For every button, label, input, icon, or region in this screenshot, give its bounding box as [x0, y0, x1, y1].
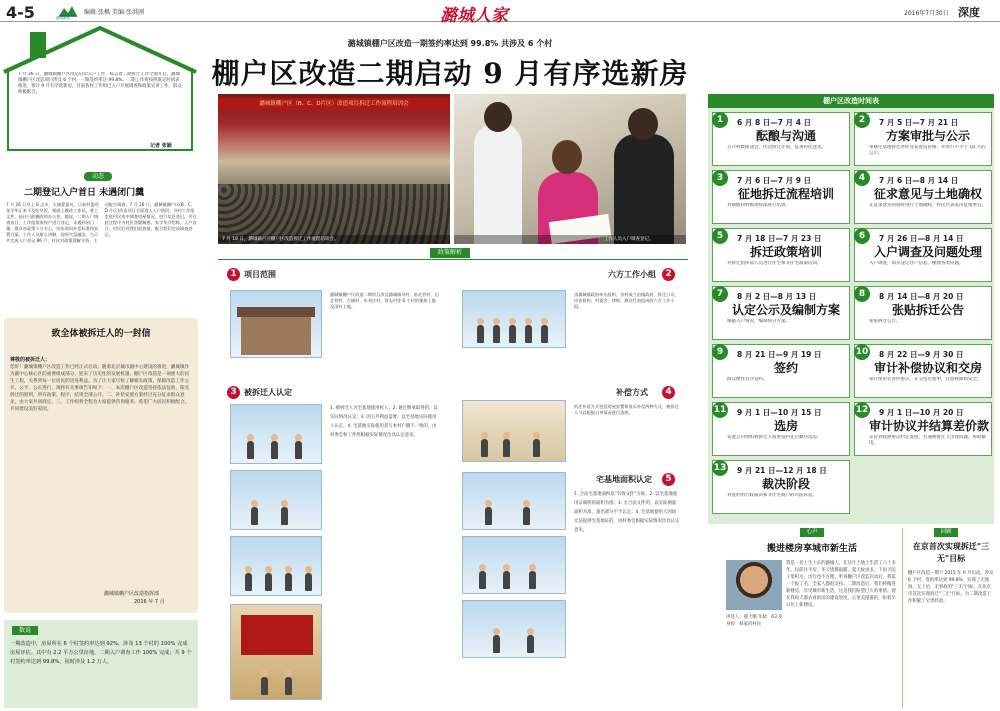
shuju-box	[4, 620, 198, 708]
meeting-photo	[218, 94, 450, 244]
policy-num-1: 1	[227, 268, 240, 281]
policy-cartoon-5a	[462, 472, 566, 530]
policy-cartoon-5b	[462, 536, 566, 594]
timeline-item-desc: 召开村级座谈会，传达拆迁计划，征求村民意见。	[727, 145, 826, 150]
timeline-item-num: 2	[854, 112, 870, 128]
timeline-item	[854, 344, 992, 398]
cartoon-person	[485, 507, 492, 525]
column-name: 深度	[958, 6, 980, 19]
letter-body: 您好！潞城镇棚户区改造工作已经正式启动。随着北京城市副中心建设的推进，潞城镇作为副中心核心区的重要组成部分，迎来了历史性的发展机遇。棚户区改造是一项重大的民生工程，关系到每一位居民的切身利益。为了让大家尽快了解相关政策，保障改造工作公开、公平、公正进行，现将有关事项告知如下：一、本次棚户区改造坚持依法征收、阳光拆迁的原则，所有政策、程序、结果全部公开。二、补偿安置方案经过充分征求群众意见，由大家共同商定。三、工作组将全程为大家提供咨询服务。希望广大居民积极配合，共同建设美好家园。	[10, 365, 190, 412]
xinsheng-title: 搬进楼房享城市新生活	[766, 544, 857, 554]
policy-title-2: 六方工作小组	[608, 270, 656, 279]
timeline-item-title: 裁决阶段	[761, 477, 810, 491]
headline-kicker: 潞城镇棚户区改造一期签约率达到 99.8% 共涉及 6 个村	[347, 39, 553, 48]
xinsheng-label: 心声	[800, 528, 824, 537]
timeline-item	[854, 112, 992, 166]
speaker-photo	[726, 560, 782, 610]
timeline-item-date: 7 月 26 日—8 月 14 日	[879, 234, 964, 243]
letter-signature: 潞城镇棚户区改造指挥部	[104, 591, 160, 597]
timeline-item-num: 5	[712, 228, 728, 244]
letter-box	[4, 318, 198, 613]
editor-line: 编辑:张枫 美编:张洪刚	[84, 9, 144, 16]
cartoon-person	[503, 439, 510, 457]
policy-num-4: 4	[662, 386, 675, 399]
timeline-item-desc: 对镇级和村级指挥部进行培训。	[727, 203, 790, 208]
timeline-item-num: 8	[854, 286, 870, 302]
letter-greeting: 尊敬的被拆迁人：	[10, 357, 51, 363]
cartoon-person	[481, 439, 488, 457]
cartoon-person	[527, 635, 534, 653]
timeline-item	[854, 286, 992, 340]
cartoon-board	[241, 615, 313, 655]
letter-title: 致全体被拆迁人的一封信	[51, 329, 151, 339]
person-left	[474, 124, 522, 244]
page-header	[0, 0, 1000, 26]
timeline-item-desc: 入户调查，如实登记住户信息，梳理各类问题。	[869, 261, 964, 266]
timeline-item-date: 8 月 2 日—8 月 13 日	[737, 292, 817, 301]
person-right	[614, 134, 674, 244]
policy-title-4: 补偿方式	[616, 388, 648, 397]
timeline-item-title: 张贴拆迁公告	[891, 303, 964, 317]
masthead-logo-icon	[58, 3, 78, 17]
cartoon-person	[261, 677, 268, 695]
policy-divider	[218, 259, 688, 260]
timeline-item-num: 7	[712, 286, 728, 302]
visit-photo-caption: 工作人员入户调查登记。	[454, 235, 686, 244]
policy-cartoon-3a	[230, 404, 322, 464]
person-left-head	[484, 102, 512, 132]
timeline-label: 棚户区改造时间表	[708, 94, 994, 108]
timeline-item-title: 酝酿与沟通	[755, 129, 816, 143]
letter-date: 2016 年 7 月	[134, 599, 165, 605]
timeline-item	[712, 286, 850, 340]
cartoon-person	[265, 573, 272, 591]
policy-cartoon-4	[462, 400, 566, 462]
cartoon-person	[525, 325, 532, 343]
timeline-item	[712, 344, 850, 398]
timeline-item-desc: 审核宅基地拆迁补偿及安置房价格，并进行不少于 10 天的公示。	[869, 145, 986, 156]
masthead-small-text: 潞城新闻	[56, 16, 70, 20]
dongtai-text: 7 月 26 日早上 8 点多，天刚蒙蒙亮，日前村委的张学华正来不及吃早饭，便就上棚改工作证，拿上文件，赶往日前棚改的办公室。她说，二期入户调查首日，工作组挨家挨户进行登记，未遇到闭门羹。群众对政策十分关心，纷纷询问补偿标准和安置方案。工作人员耐心讲解，现场气氛融洽。当天共完成入户登记 86 户，村民对政策理解支持，主动配合调查。7 月 26 日，潞城镇棚户区(B、C、D 片区)改造项目全面进入入户阶段，各村工作组走进村民家中调查房屋情况，进行信息登记，并在此过程中为村民答疑解惑。张学华介绍称，入户首日，村民们对我们很热情，配合我们完成调查登记。	[6, 202, 197, 243]
timeline-item-desc: 对拆迁指挥部人员进行住宅和非住宅政策培训。	[727, 261, 822, 266]
timeline-item-title: 拆迁政策培训	[749, 245, 822, 259]
timeline-item-num: 12	[854, 402, 870, 418]
dongtai-title: 二期登记入户首日 未遇闭门羹	[24, 188, 145, 198]
timeline-item-desc: 审计组审计补偿协议，在交房过程中，注意拆除和安全。	[869, 377, 982, 382]
cartoon-person	[503, 571, 510, 589]
timeline-item	[854, 170, 992, 224]
timeline-item-desc: 根据入户情况，编制预分方案。	[727, 319, 790, 324]
speaker-info: 讲述人：郝士顺 年龄：63 岁 身份：郝家府村民	[726, 615, 783, 627]
cartoon-roof	[237, 307, 315, 317]
cartoon-person	[285, 677, 292, 695]
policy-cartoon-3b	[230, 470, 322, 530]
timeline-item-date: 8 月 21 日—9 月 19 日	[737, 350, 822, 359]
cartoon-person	[529, 571, 536, 589]
huigu-title: 在京首次实现拆迁"三无"目标	[912, 542, 990, 563]
cartoon-person	[523, 507, 530, 525]
cartoon-person	[541, 325, 548, 343]
timeline-item	[854, 228, 992, 282]
meeting-photo-caption: 7 月 18 日，潞城镇召开棚户区改造拆迁工作流程培训会。	[218, 235, 450, 244]
column-logo: 潞城人家	[440, 6, 508, 26]
timeline-item-num: 6	[854, 228, 870, 244]
intro-byline: 记者 张颖	[150, 143, 172, 149]
cartoon-person	[493, 325, 500, 343]
policy-cartoon-5c	[462, 600, 566, 658]
cartoon-person	[281, 507, 288, 525]
policy-text-4: 拆迁补偿方式包括房屋安置和货币补偿两种方式，被拆迁人可以根据自身情况进行选择。	[574, 404, 679, 415]
timeline-item	[712, 402, 850, 456]
timeline-item-date: 7 月 6 日—7 月 9 日	[737, 176, 812, 185]
policy-text-2: 由潞城镇政府牵头组织，各村成立由镇政府、拆迁公司、评估机构、村委会、律师、群众代表组成的六方工作小组。	[574, 292, 679, 309]
timeline-item-num: 13	[712, 460, 728, 476]
timeline-item-title: 入户调查及问题处理	[873, 245, 982, 259]
timeline-item-date: 7 月 18 日—7 月 23 日	[737, 234, 822, 243]
timeline-item-date: 8 月 14 日—8 月 20 日	[879, 292, 964, 301]
policy-text-1: 潞城镇棚户区改造二期项目涉及潞城镇辛村、前北营村、后北营村、古城村、东刘庄村、常屯村等 6 个村的集体土地及国有土地。	[330, 292, 439, 309]
policy-title-5: 宅基地面积认定	[596, 475, 652, 484]
cartoon-person	[285, 573, 292, 591]
cartoon-person	[509, 325, 516, 343]
policy-cartoon-1	[230, 290, 322, 358]
timeline-item-num: 11	[712, 402, 728, 418]
timeline-item-desc: 群众理性有序签约。	[727, 377, 768, 382]
timeline-item-num: 10	[854, 344, 870, 360]
timeline-item-title: 审计协议并结算差价款	[869, 419, 990, 433]
timeline-item-title: 审计补偿协议和交房	[873, 361, 982, 375]
cartoon-person	[295, 441, 302, 459]
person-right-head	[628, 108, 658, 140]
policy-cartoon-3c	[230, 536, 322, 596]
policy-cartoon-2	[462, 290, 566, 348]
huigu-label: 回顾	[934, 528, 958, 537]
policy-title-1: 项目范围	[244, 270, 276, 279]
timeline-item	[854, 402, 992, 456]
timeline-item-date: 9 月 1 日—10 月 20 日	[879, 408, 964, 417]
timeline-item-title: 选房	[773, 419, 798, 433]
timeline-item-desc: 对签约的行政裁决和非住宅商户的司法诉讼。	[727, 493, 817, 498]
timeline-item-num: 3	[712, 170, 728, 186]
timeline-item-title: 签约	[773, 361, 798, 375]
cartoon-person	[247, 441, 254, 459]
header-date: 2016年7月30日	[904, 10, 949, 17]
visit-photo	[454, 94, 686, 244]
timeline-item-desc: 在征求意见的同时进行土地确权，村民代表表决征地事宜。	[869, 203, 986, 208]
shuju-label: 数说	[12, 626, 38, 635]
timeline-item-date: 6 月 8 日—7 月 4 日	[737, 118, 812, 127]
timeline-item	[712, 112, 850, 166]
cartoon-person	[533, 439, 540, 457]
cartoon-person	[251, 507, 258, 525]
cartoon-house	[241, 315, 311, 355]
timeline-item-num: 1	[712, 112, 728, 128]
timeline-item	[712, 460, 850, 514]
main-headline: 棚户区改造二期启动 9 月有序选新房	[211, 57, 689, 90]
cartoon-person	[477, 325, 484, 343]
timeline-item-title: 方案审批与公示	[885, 129, 970, 143]
cartoon-person	[479, 571, 486, 589]
timeline-item-desc: 张贴拆迁公告。	[869, 319, 901, 324]
timeline-item-date: 7 月 6 日—8 月 14 日	[879, 176, 959, 185]
timeline-item-date: 8 月 22 日—9 月 30 日	[879, 350, 964, 359]
timeline-item-num: 4	[854, 170, 870, 186]
huigu-text: 棚户区改造一期于 2015 年 6 月启动，涉及 6 个村，签约率达到 99.8%，实现了无强拆、无上访、无事故的"三无"目标，在北京市首次实现拆迁"三无"目标，为二期改造工作积累了宝贵经验。	[908, 571, 994, 604]
policy-label: 政策解析	[430, 248, 470, 258]
shuju-text: 一期改造中，房屋所在 6 个村签约率达到 92%，涉及 13 个村的 100% 完成房屋评估。其中有 2.2 平方公里征地，二期入户调查工作 100% 完成；共 9 个村签约率达到 99.8%，同时涉及 1.2 万人。	[10, 641, 192, 665]
policy-cartoon-3d	[230, 604, 322, 700]
policy-title-3: 被拆迁人认定	[244, 388, 292, 397]
dongtai-label: 动态	[84, 172, 112, 181]
meeting-banner: 潞城镇棚户区（B、C、D片区）改造项目拆迁工作流程培训会	[218, 98, 450, 110]
timeline-item-title: 征地拆迁流程培训	[737, 187, 834, 201]
cartoon-person	[305, 573, 312, 591]
timeline-item	[712, 170, 850, 224]
page-number: 4-5	[6, 3, 35, 22]
person-center-head	[552, 140, 582, 174]
timeline-item-num: 9	[712, 344, 728, 360]
policy-text-5: 1. 合法宅基地面积以"有效文件"为准；2. 以宅基地使用证载明的面积为准；3. 无合法文件的，以实际测量面积为准，超出部分不予认定；4. 宅基地使用人因故无法提供宅基地证的，由村委会根据实际情况出具认定意见。	[574, 492, 680, 533]
timeline-item	[712, 228, 850, 282]
policy-text-3: 1. 被拆迁人为宅基地使用权人；2. 通过继承取得的，以实际情况认定；3. 因公共利益需要，以宅基地实际使用人认定。4. 宅基地实际使用者与本村户籍不一致的，由村委会和工作组根据实际情况出具认定意见。	[330, 406, 438, 438]
huigu-divider	[902, 528, 903, 708]
timeline-item-date: 7 月 5 日—7 月 21 日	[879, 118, 959, 127]
policy-num-5: 5	[662, 473, 675, 486]
cartoon-person	[271, 441, 278, 459]
timeline-item-title: 认定公示及编制方案	[731, 303, 840, 317]
intro-text: 7 月 26 日，潞城镇棚户区改造启动入户工作，标志着二期拆迁工作全面开启。潞城镇棚户区改造项目涉及 6 个村，一期签约率达 99.8%。二期工作将按照既定时间表推进，预计 9 月有序选新房，目前各村工作组已入户开展调查和政策宣讲工作，群众积极配合。	[18, 72, 182, 95]
timeline-item-desc: 安置公司组织被拆迁人按照签约先后顺序选房。	[727, 435, 822, 440]
policy-num-2: 2	[662, 268, 675, 281]
cartoon-person	[245, 573, 252, 591]
policy-num-3: 3	[227, 386, 240, 399]
xinsheng-text: 我是一名土生土长的潞城人，在这片土地上生活了六十多年。以前住平房，冬天烧煤取暖，夏天蚊虫多，下雨天院子里积水，出行也不方便。听说棚户区改造启动后，我第一个报了名，全家人都很支持。二期改造后，我们将搬进新楼房，享受城市新生活，这是我们盼望已久的事情。现在我每天都去看新房的建设进度，心里美滋滋的，盼着早日住上新楼房。	[786, 561, 896, 608]
timeline-item-desc: 差价款按照协议约定发放，若遇被拆迁人出现问题，协助解决。	[869, 435, 986, 446]
timeline-item-title: 征求意见与土地确权	[873, 187, 982, 201]
cartoon-person	[493, 635, 500, 653]
timeline-item-date: 9 月 1 日—10 月 15 日	[737, 408, 822, 417]
timeline-item-date: 9 月 21 日—12 月 18 日	[737, 466, 827, 475]
